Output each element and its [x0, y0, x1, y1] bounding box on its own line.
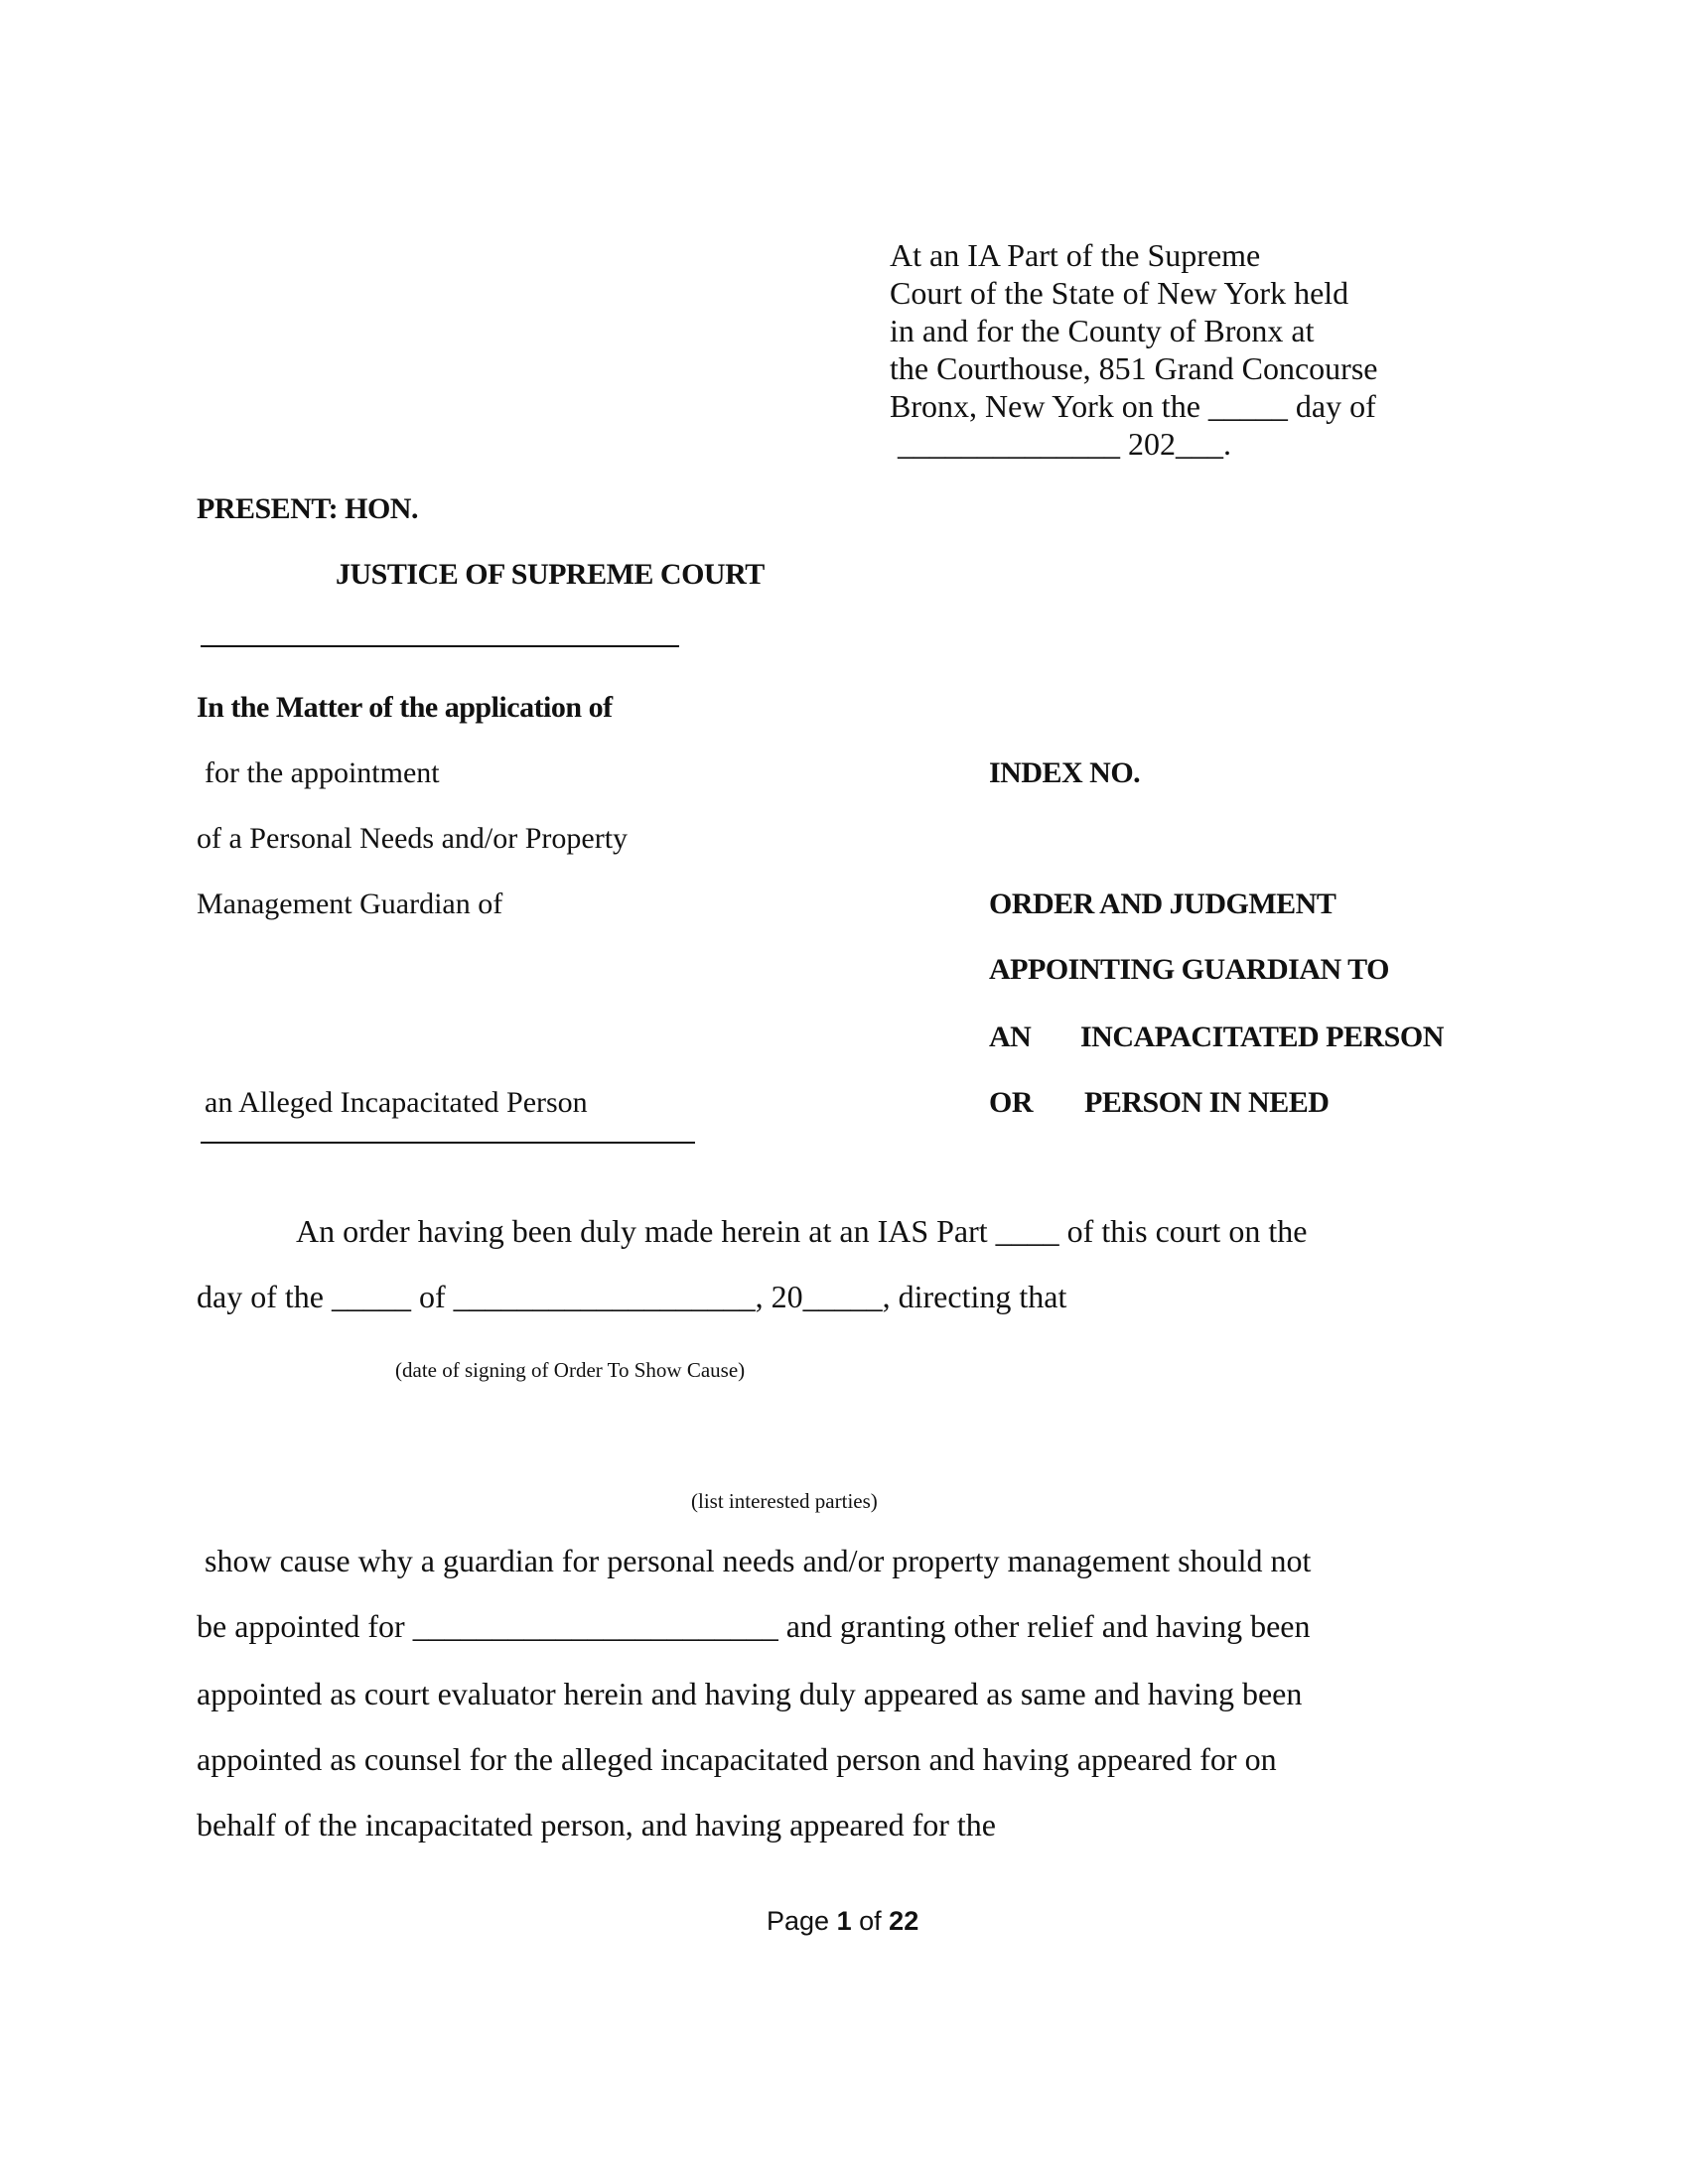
for-appointment: for the appointment: [205, 756, 440, 789]
court-line-4: the Courthouse, 851 Grand Concourse: [890, 350, 1378, 386]
body-line-3: show cause why a guardian for personal needs and/or property management should not: [205, 1543, 1312, 1578]
index-no: INDEX NO.: [989, 756, 1141, 789]
court-line-2: Court of the State of New York held: [890, 275, 1349, 311]
justice-title: JUSTICE OF SUPREME COURT: [336, 558, 765, 591]
title-line-4: PERSON IN NEED: [1084, 1086, 1330, 1119]
title-line-3: INCAPACITATED PERSON: [1080, 1021, 1444, 1053]
page-footer: [767, 1906, 918, 1937]
matter-heading: In the Matter of the application of: [197, 691, 613, 724]
management-guardian-line: Management Guardian of: [197, 887, 503, 920]
personal-needs-line: of a Personal Needs and/or Property: [197, 822, 629, 855]
body-line-2: day of the _____ of ___________________, 20_____, directing that: [197, 1279, 1067, 1314]
court-line-5: Bronx, New York on the _____ day of: [890, 388, 1376, 424]
note-date-signing: (date of signing of Order To Show Cause): [395, 1358, 746, 1382]
page-total: 22: [889, 1906, 919, 1936]
divider-top: [201, 645, 679, 647]
court-line-1: At an IA Part of the Supreme: [890, 237, 1261, 273]
body-line-1: An order having been duly made herein at an IAS Part ____ of this court on the: [296, 1213, 1308, 1249]
title-line-1: ORDER AND JUDGMENT: [989, 887, 1336, 920]
title-or: OR: [989, 1086, 1033, 1119]
of-word: of: [859, 1906, 882, 1936]
body-line-6: appointed as counsel for the alleged incapacitated person and having appeared for on: [197, 1741, 1277, 1777]
court-line-3: in and for the County of Bronx at: [890, 313, 1315, 348]
page-word: Page: [767, 1906, 830, 1936]
divider-bottom: [201, 1142, 695, 1144]
title-line-2: APPOINTING GUARDIAN TO: [989, 953, 1389, 986]
body-line-7: behalf of the incapacitated person, and having appeared for the: [197, 1807, 996, 1843]
alleged-incapacitated-person: an Alleged Incapacitated Person: [205, 1086, 588, 1119]
title-an: AN: [989, 1021, 1032, 1053]
note-interested-parties: (list interested parties): [691, 1489, 878, 1513]
body-line-4: be appointed for _______________________ and granting other relief and having been: [197, 1608, 1311, 1644]
present-hon: PRESENT: HON.: [197, 492, 418, 525]
body-line-5: appointed as court evaluator herein and having duly appeared as same and having been: [197, 1676, 1303, 1711]
court-line-6: ______________ 202___.: [898, 426, 1231, 462]
page-number: 1: [836, 1906, 852, 1936]
